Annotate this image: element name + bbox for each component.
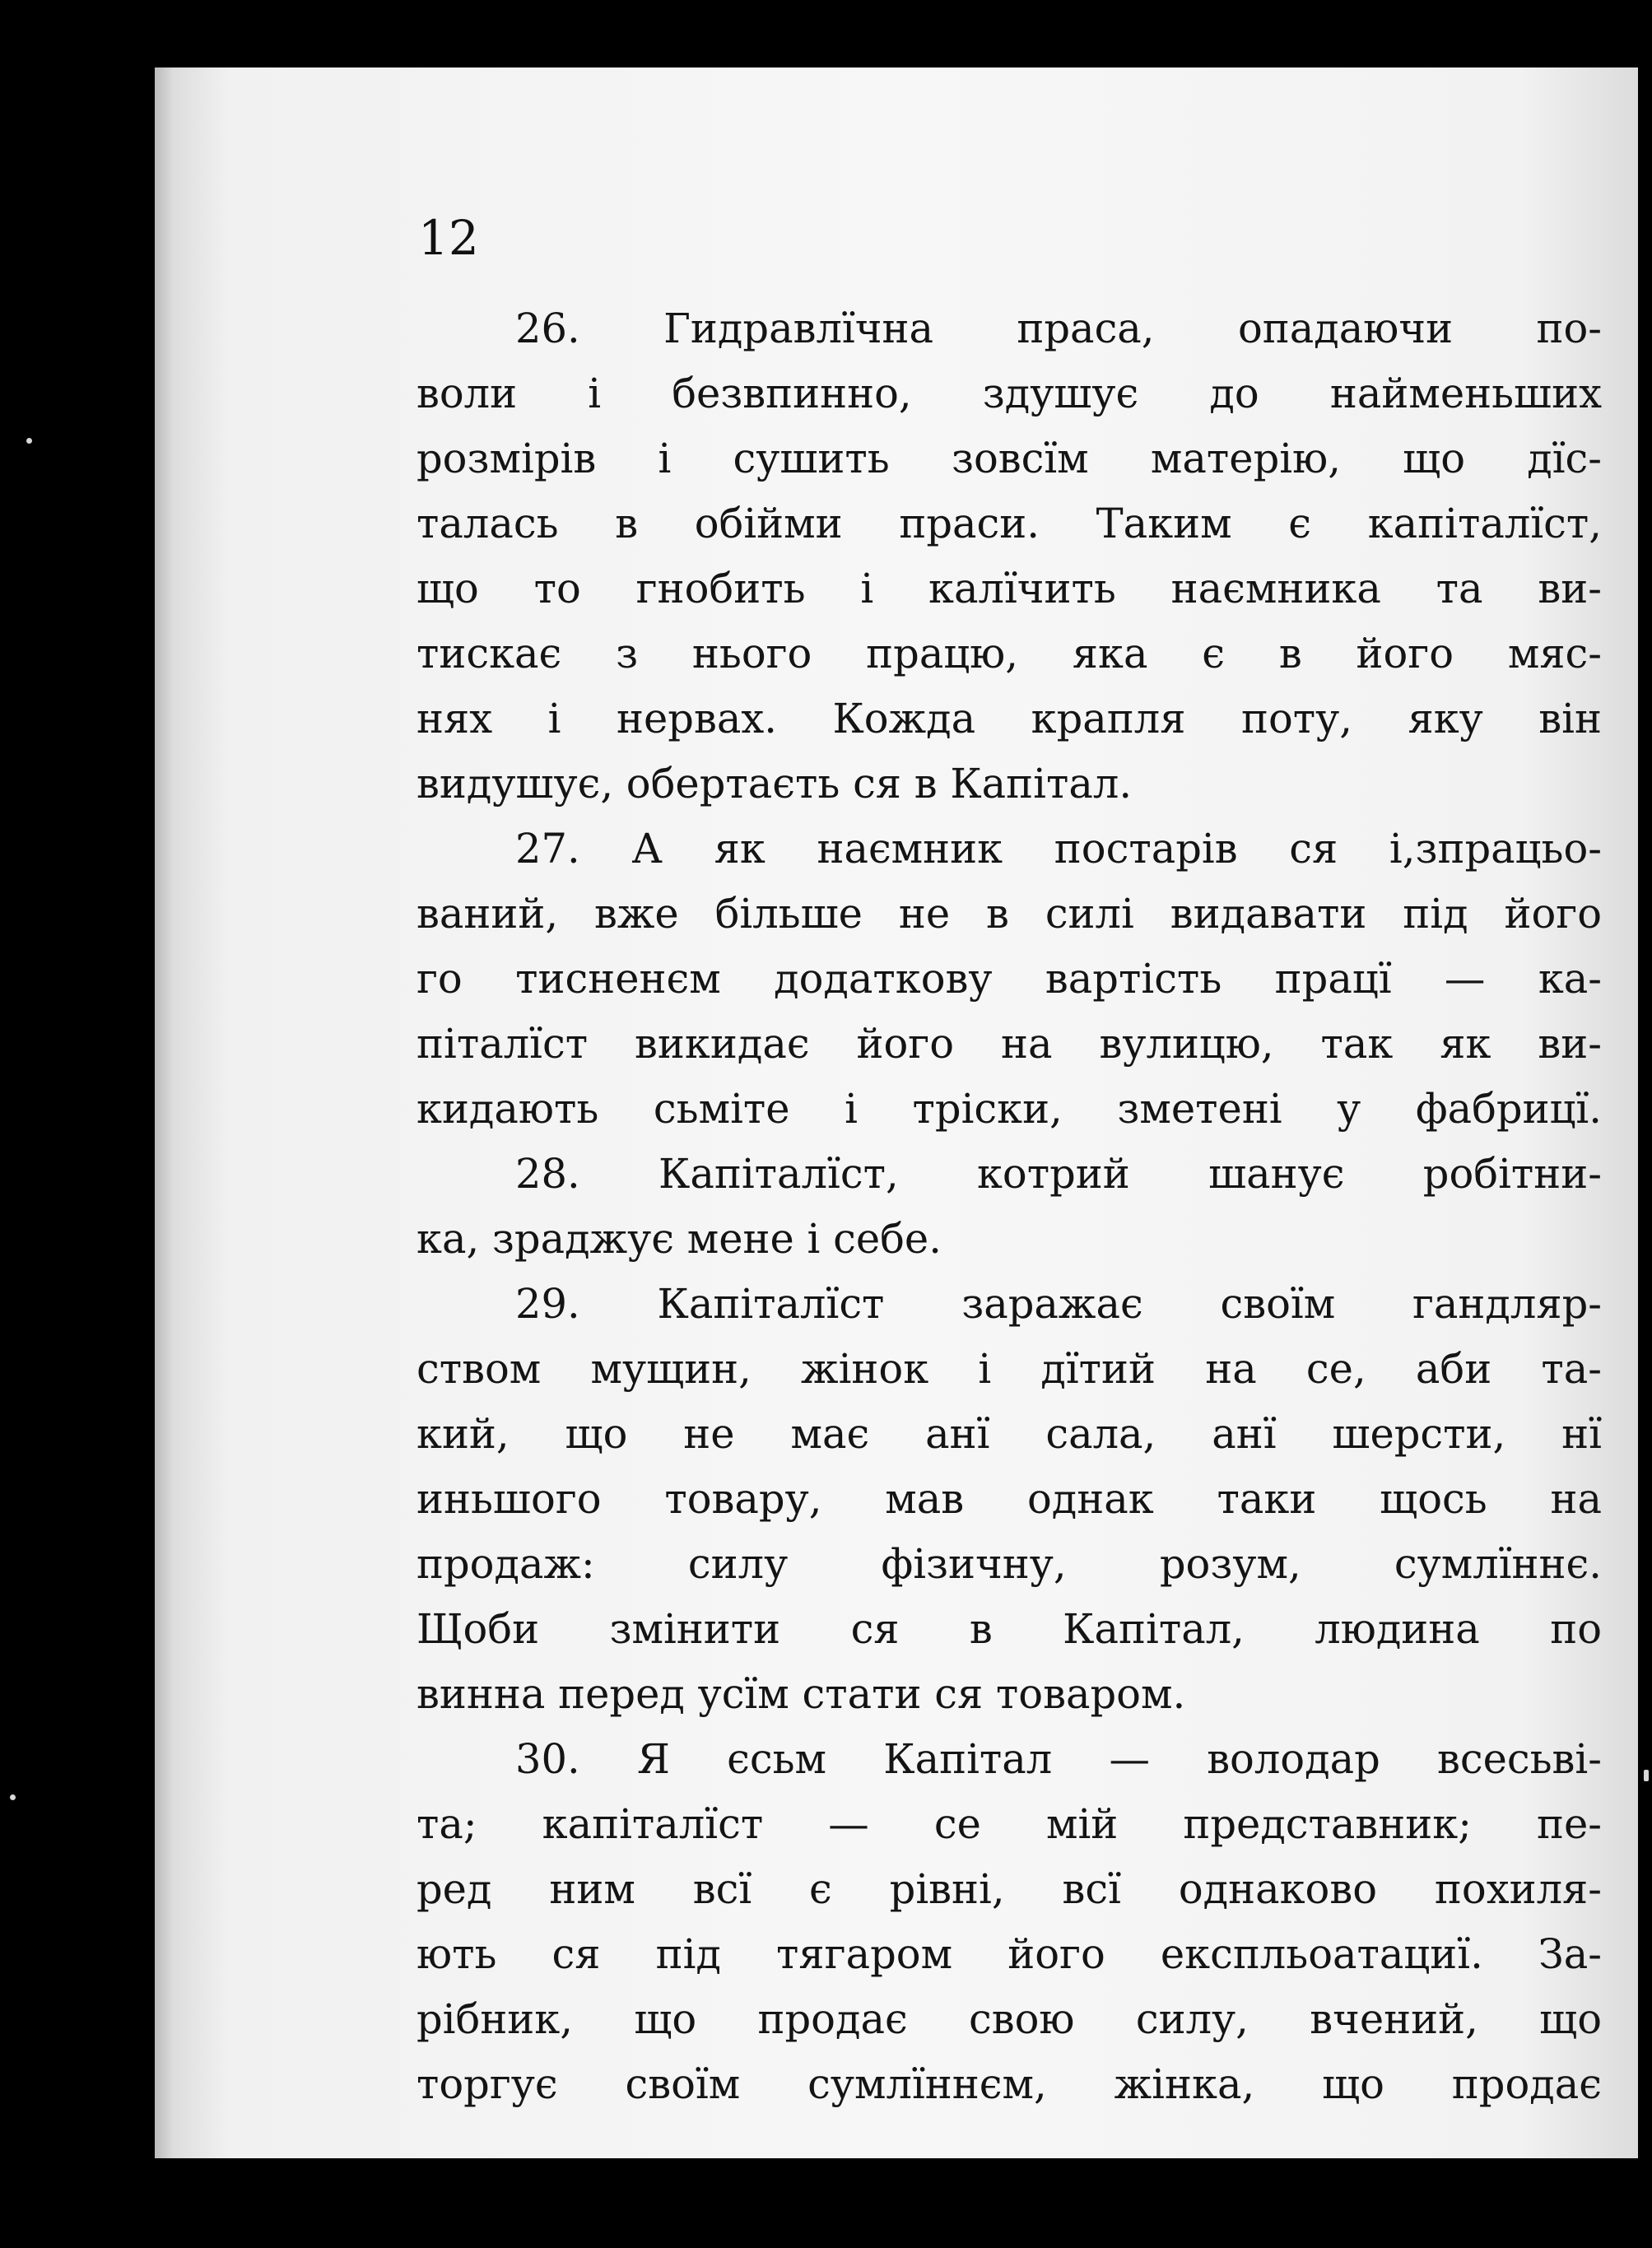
text-line: 26. Гидравлїчна праса, опадаючи по- [515,305,1602,352]
text-line: розмірів і сушить зовсїм матерію, що дїс- [416,435,1602,482]
text-line: продаж: силу фізичну, розум, сумлїннє. [416,1540,1602,1588]
text-line: та; капіталїст — се мій представник; пе- [416,1800,1602,1848]
scan-artifact-dot [26,438,32,444]
page-body-text [416,296,1602,2117]
text-line: торгує своїм сумлїннєм, жінка, що продає [416,2060,1602,2108]
text-line: що то гнобить і калїчить наємника та ви- [416,565,1602,612]
book-page [155,67,1638,2158]
paragraph-27 [416,817,1602,1142]
text-line: го тисненєм додаткову вартість працї — ка- [416,955,1602,1003]
text-line: ред ним всї є рівні, всї однаково похиля- [416,1865,1602,1913]
paragraph-30 [416,1727,1602,2117]
text-line: кидають сьміте і тріски, зметені у фабрицї. [416,1085,1602,1133]
text-line: ка, зраджує мене і себе. [416,1215,942,1263]
scan-artifact-dot [10,1794,16,1800]
text-line: тискає з нього працю, яка є в його мяс- [416,630,1602,677]
text-line: ють ся під тягаром його експльоатациї. За- [416,1930,1602,1978]
scan-artifact-dot [1644,1770,1649,1781]
text-line: 27. А як наємник постарів ся і,зпрацьо- [515,825,1602,873]
text-line: 28. Капіталїст, котрий шанує робітни- [515,1150,1602,1198]
paragraph-29 [416,1272,1602,1727]
text-line: нях і нервах. Кожда крапля поту, яку він [416,695,1602,742]
text-line: Щоби змінити ся в Капітал, людина по [416,1605,1602,1653]
text-line: иньшого товару, мав однак таки щось на [416,1475,1602,1523]
text-line: ваний, вже більше не в силі видавати під його [416,890,1602,938]
page-number: 12 [418,210,479,266]
paragraph-28 [416,1142,1602,1272]
text-line: видушує, обертаєть ся в Капітал. [416,760,1133,808]
text-line: 29. Капіталїст заражає своїм гандляр- [515,1280,1602,1328]
text-line: винна перед усїм стати ся товаром. [416,1670,1186,1718]
paragraph-26 [416,296,1602,817]
text-line: рібник, що продає свою силу, вчений, що [416,1995,1602,2043]
text-line: піталїст викидає його на вулицю, так як ви- [416,1020,1602,1068]
text-line: кий, що не має анї сала, анї шерсти, нї [416,1410,1602,1458]
text-line: ством мущин, жінок і дїтий на се, аби та- [416,1345,1602,1393]
text-line: воли і безвпинно, здушує до найменьших [416,370,1602,417]
text-line: 30. Я єсьм Капітал — володар всесьві- [515,1735,1602,1783]
text-line: талась в обійми праси. Таким є капіталїст, [416,500,1602,547]
